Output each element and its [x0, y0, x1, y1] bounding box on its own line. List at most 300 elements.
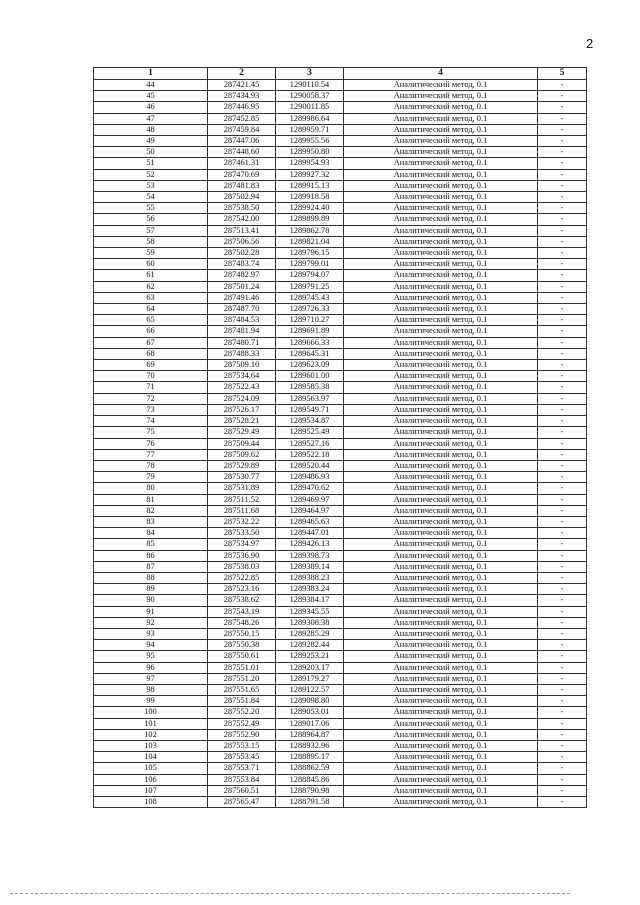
y-coordinate-cell: 1289585.38	[276, 382, 344, 393]
table-row	[94, 304, 587, 315]
point-number-cell: 62	[94, 281, 208, 292]
method-cell: Аналитический метод, 0.1	[344, 729, 538, 740]
method-cell: Аналитический метод, 0.1	[344, 752, 538, 763]
table-row	[94, 539, 587, 550]
x-coordinate-cell: 287553.71	[208, 763, 276, 774]
table-row	[94, 561, 587, 572]
method-cell: Аналитический метод, 0.1	[344, 483, 538, 494]
x-coordinate-cell: 287538.50	[208, 203, 276, 214]
point-number-cell: 78	[94, 460, 208, 471]
y-coordinate-cell: 1289601.00	[276, 371, 344, 382]
table-row	[94, 326, 587, 337]
y-coordinate-cell: 1289666.33	[276, 337, 344, 348]
note-cell: -	[538, 371, 587, 382]
method-cell: Аналитический метод, 0.1	[344, 628, 538, 639]
note-cell: -	[538, 550, 587, 561]
x-coordinate-cell: 287482.97	[208, 270, 276, 281]
table-row	[94, 158, 587, 169]
note-cell: -	[538, 640, 587, 651]
column-header: 2	[208, 68, 276, 80]
x-coordinate-cell: 287534.64	[208, 371, 276, 382]
point-number-cell: 96	[94, 662, 208, 673]
table-row	[94, 281, 587, 292]
table-row	[94, 169, 587, 180]
point-number-cell: 99	[94, 696, 208, 707]
y-coordinate-cell: 1289794.07	[276, 270, 344, 281]
note-cell: -	[538, 326, 587, 337]
x-coordinate-cell: 287509.10	[208, 360, 276, 371]
note-cell: -	[538, 483, 587, 494]
method-cell: Аналитический метод, 0.1	[344, 606, 538, 617]
y-coordinate-cell: 1290110.54	[276, 80, 344, 91]
table-row	[94, 292, 587, 303]
table-row	[94, 180, 587, 191]
point-number-cell: 55	[94, 203, 208, 214]
point-number-cell: 72	[94, 393, 208, 404]
method-cell: Аналитический метод, 0.1	[344, 113, 538, 124]
y-coordinate-cell: 1289017.06	[276, 718, 344, 729]
method-cell: Аналитический метод, 0.1	[344, 774, 538, 785]
note-cell: -	[538, 752, 587, 763]
point-number-cell: 64	[94, 304, 208, 315]
y-coordinate-cell: 1289308.38	[276, 617, 344, 628]
x-coordinate-cell: 287511.52	[208, 494, 276, 505]
y-coordinate-cell: 1289950.80	[276, 147, 344, 158]
point-number-cell: 45	[94, 91, 208, 102]
column-header: 1	[94, 68, 208, 80]
y-coordinate-cell: 1289924.40	[276, 203, 344, 214]
y-coordinate-cell: 1289862.78	[276, 225, 344, 236]
x-coordinate-cell: 287481.94	[208, 326, 276, 337]
note-cell: -	[538, 696, 587, 707]
method-cell: Аналитический метод, 0.1	[344, 281, 538, 292]
x-coordinate-cell: 287502.28	[208, 248, 276, 259]
x-coordinate-cell: 287550.15	[208, 628, 276, 639]
point-number-cell: 57	[94, 225, 208, 236]
note-cell: -	[538, 505, 587, 516]
point-number-cell: 103	[94, 740, 208, 751]
x-coordinate-cell: 287480.71	[208, 337, 276, 348]
note-cell: -	[538, 281, 587, 292]
table-row	[94, 315, 587, 326]
point-number-cell: 65	[94, 315, 208, 326]
method-cell: Аналитический метод, 0.1	[344, 584, 538, 595]
note-cell: -	[538, 337, 587, 348]
x-coordinate-cell: 287526.17	[208, 404, 276, 415]
method-cell: Аналитический метод, 0.1	[344, 348, 538, 359]
table-row	[94, 617, 587, 628]
method-cell: Аналитический метод, 0.1	[344, 460, 538, 471]
table-row	[94, 595, 587, 606]
table-row	[94, 102, 587, 113]
y-coordinate-cell: 1289525.49	[276, 427, 344, 438]
y-coordinate-cell: 1290058.37	[276, 91, 344, 102]
table-row	[94, 393, 587, 404]
table-row	[94, 192, 587, 203]
point-number-cell: 106	[94, 774, 208, 785]
point-number-cell: 76	[94, 438, 208, 449]
x-coordinate-cell: 287483.74	[208, 259, 276, 270]
point-number-cell: 73	[94, 404, 208, 415]
method-cell: Аналитический метод, 0.1	[344, 472, 538, 483]
method-cell: Аналитический метод, 0.1	[344, 180, 538, 191]
note-cell: -	[538, 102, 587, 113]
y-coordinate-cell: 1289645.31	[276, 348, 344, 359]
method-cell: Аналитический метод, 0.1	[344, 136, 538, 147]
table-row	[94, 203, 587, 214]
note-cell: -	[538, 416, 587, 427]
table-header-row	[94, 68, 587, 80]
y-coordinate-cell: 1288964.87	[276, 729, 344, 740]
x-coordinate-cell: 287531.89	[208, 483, 276, 494]
column-header: 3	[276, 68, 344, 80]
point-number-cell: 80	[94, 483, 208, 494]
note-cell: -	[538, 740, 587, 751]
x-coordinate-cell: 287506.56	[208, 236, 276, 247]
y-coordinate-cell: 1288862.59	[276, 763, 344, 774]
point-number-cell: 50	[94, 147, 208, 158]
x-coordinate-cell: 287481.83	[208, 180, 276, 191]
point-number-cell: 71	[94, 382, 208, 393]
method-cell: Аналитический метод, 0.1	[344, 270, 538, 281]
method-cell: Аналитический метод, 0.1	[344, 102, 538, 113]
y-coordinate-cell: 1289915.13	[276, 180, 344, 191]
table-row	[94, 550, 587, 561]
table-row	[94, 505, 587, 516]
x-coordinate-cell: 287502.94	[208, 192, 276, 203]
y-coordinate-cell: 1289465.63	[276, 516, 344, 527]
table-row	[94, 628, 587, 639]
x-coordinate-cell: 287529.49	[208, 427, 276, 438]
table-row	[94, 91, 587, 102]
table-row	[94, 516, 587, 527]
table-row	[94, 752, 587, 763]
y-coordinate-cell: 1288895.17	[276, 752, 344, 763]
y-coordinate-cell: 1288845.86	[276, 774, 344, 785]
point-number-cell: 49	[94, 136, 208, 147]
y-coordinate-cell: 1289726.33	[276, 304, 344, 315]
point-number-cell: 56	[94, 214, 208, 225]
point-number-cell: 90	[94, 595, 208, 606]
x-coordinate-cell: 287550.38	[208, 640, 276, 651]
note-cell: -	[538, 315, 587, 326]
note-cell: -	[538, 528, 587, 539]
coordinates-table	[93, 67, 587, 808]
point-number-cell: 83	[94, 516, 208, 527]
note-cell: -	[538, 718, 587, 729]
method-cell: Аналитический метод, 0.1	[344, 169, 538, 180]
table-row	[94, 124, 587, 135]
y-coordinate-cell: 1289520.44	[276, 460, 344, 471]
method-cell: Аналитический метод, 0.1	[344, 292, 538, 303]
method-cell: Аналитический метод, 0.1	[344, 718, 538, 729]
table-row	[94, 225, 587, 236]
x-coordinate-cell: 287543.19	[208, 606, 276, 617]
x-coordinate-cell: 287560.51	[208, 785, 276, 796]
table-row	[94, 136, 587, 147]
method-cell: Аналитический метод, 0.1	[344, 494, 538, 505]
point-number-cell: 53	[94, 180, 208, 191]
note-cell: -	[538, 797, 587, 808]
method-cell: Аналитический метод, 0.1	[344, 449, 538, 460]
note-cell: -	[538, 225, 587, 236]
table-row	[94, 438, 587, 449]
y-coordinate-cell: 1289691.89	[276, 326, 344, 337]
method-cell: Аналитический метод, 0.1	[344, 203, 538, 214]
x-coordinate-cell: 287434.93	[208, 91, 276, 102]
note-cell: -	[538, 785, 587, 796]
method-cell: Аналитический метод, 0.1	[344, 225, 538, 236]
y-coordinate-cell: 1289791.25	[276, 281, 344, 292]
method-cell: Аналитический метод, 0.1	[344, 516, 538, 527]
y-coordinate-cell: 1289426.13	[276, 539, 344, 550]
x-coordinate-cell: 287421.45	[208, 80, 276, 91]
x-coordinate-cell: 287522.43	[208, 382, 276, 393]
table-row	[94, 797, 587, 808]
table-row	[94, 236, 587, 247]
x-coordinate-cell: 287548.26	[208, 617, 276, 628]
table-row	[94, 606, 587, 617]
x-coordinate-cell: 287534.97	[208, 539, 276, 550]
method-cell: Аналитический метод, 0.1	[344, 696, 538, 707]
point-number-cell: 101	[94, 718, 208, 729]
note-cell: -	[538, 539, 587, 550]
x-coordinate-cell: 287446.95	[208, 102, 276, 113]
x-coordinate-cell: 287538.62	[208, 595, 276, 606]
column-header: 5	[538, 68, 587, 80]
y-coordinate-cell: 1288932.96	[276, 740, 344, 751]
point-number-cell: 63	[94, 292, 208, 303]
table-row	[94, 113, 587, 124]
y-coordinate-cell: 1289955.56	[276, 136, 344, 147]
note-cell: -	[538, 662, 587, 673]
note-cell: -	[538, 292, 587, 303]
table-row	[94, 259, 587, 270]
table-row	[94, 707, 587, 718]
y-coordinate-cell: 1288791.58	[276, 797, 344, 808]
y-coordinate-cell: 1289821.04	[276, 236, 344, 247]
x-coordinate-cell: 287461.31	[208, 158, 276, 169]
note-cell: -	[538, 113, 587, 124]
method-cell: Аналитический метод, 0.1	[344, 561, 538, 572]
y-coordinate-cell: 1289927.32	[276, 169, 344, 180]
x-coordinate-cell: 287528.21	[208, 416, 276, 427]
x-coordinate-cell: 287532.22	[208, 516, 276, 527]
point-number-cell: 61	[94, 270, 208, 281]
table-row	[94, 416, 587, 427]
table-row	[94, 337, 587, 348]
table-row	[94, 460, 587, 471]
page-number: 2	[586, 36, 594, 51]
x-coordinate-cell: 287553.45	[208, 752, 276, 763]
table-row	[94, 684, 587, 695]
note-cell: -	[538, 584, 587, 595]
note-cell: -	[538, 382, 587, 393]
x-coordinate-cell: 287533.50	[208, 528, 276, 539]
note-cell: -	[538, 393, 587, 404]
y-coordinate-cell: 1289918.58	[276, 192, 344, 203]
x-coordinate-cell: 287530.77	[208, 472, 276, 483]
note-cell: -	[538, 472, 587, 483]
y-coordinate-cell: 1289098.80	[276, 696, 344, 707]
table-row	[94, 528, 587, 539]
note-cell: -	[538, 147, 587, 158]
table-body	[94, 80, 587, 808]
note-cell: -	[538, 270, 587, 281]
table-row	[94, 673, 587, 684]
y-coordinate-cell: 1289203.17	[276, 662, 344, 673]
method-cell: Аналитический метод, 0.1	[344, 785, 538, 796]
note-cell: -	[538, 516, 587, 527]
point-number-cell: 102	[94, 729, 208, 740]
y-coordinate-cell: 1289383.24	[276, 584, 344, 595]
table-row	[94, 371, 587, 382]
x-coordinate-cell: 287553.84	[208, 774, 276, 785]
method-cell: Аналитический метод, 0.1	[344, 382, 538, 393]
y-coordinate-cell: 1289623.09	[276, 360, 344, 371]
point-number-cell: 60	[94, 259, 208, 270]
note-cell: -	[538, 203, 587, 214]
point-number-cell: 69	[94, 360, 208, 371]
table-row	[94, 584, 587, 595]
note-cell: -	[538, 438, 587, 449]
point-number-cell: 93	[94, 628, 208, 639]
point-number-cell: 98	[94, 684, 208, 695]
method-cell: Аналитический метод, 0.1	[344, 572, 538, 583]
x-coordinate-cell: 287565.47	[208, 797, 276, 808]
table-row	[94, 763, 587, 774]
x-coordinate-cell: 287551.01	[208, 662, 276, 673]
x-coordinate-cell: 287550.61	[208, 651, 276, 662]
method-cell: Аналитический метод, 0.1	[344, 438, 538, 449]
x-coordinate-cell: 287538.03	[208, 561, 276, 572]
point-number-cell: 84	[94, 528, 208, 539]
x-coordinate-cell: 287447.06	[208, 136, 276, 147]
footer-divider	[10, 893, 570, 894]
note-cell: -	[538, 449, 587, 460]
method-cell: Аналитический метод, 0.1	[344, 595, 538, 606]
x-coordinate-cell: 287452.85	[208, 113, 276, 124]
table-row	[94, 214, 587, 225]
x-coordinate-cell: 287523.16	[208, 584, 276, 595]
y-coordinate-cell: 1289464.97	[276, 505, 344, 516]
point-number-cell: 48	[94, 124, 208, 135]
method-cell: Аналитический метод, 0.1	[344, 360, 538, 371]
note-cell: -	[538, 136, 587, 147]
table-row	[94, 640, 587, 651]
table-row	[94, 740, 587, 751]
y-coordinate-cell: 1289549.71	[276, 404, 344, 415]
point-number-cell: 108	[94, 797, 208, 808]
point-number-cell: 44	[94, 80, 208, 91]
point-number-cell: 77	[94, 449, 208, 460]
y-coordinate-cell: 1289398.73	[276, 550, 344, 561]
note-cell: -	[538, 236, 587, 247]
table-row	[94, 382, 587, 393]
method-cell: Аналитический метод, 0.1	[344, 539, 538, 550]
y-coordinate-cell: 1289563.97	[276, 393, 344, 404]
note-cell: -	[538, 707, 587, 718]
method-cell: Аналитический метод, 0.1	[344, 662, 538, 673]
x-coordinate-cell: 287459.84	[208, 124, 276, 135]
point-number-cell: 88	[94, 572, 208, 583]
x-coordinate-cell: 287509.62	[208, 449, 276, 460]
method-cell: Аналитический метод, 0.1	[344, 617, 538, 628]
y-coordinate-cell: 1289486.93	[276, 472, 344, 483]
note-cell: -	[538, 214, 587, 225]
method-cell: Аналитический метод, 0.1	[344, 673, 538, 684]
x-coordinate-cell: 287470.69	[208, 169, 276, 180]
x-coordinate-cell: 287522.85	[208, 572, 276, 583]
y-coordinate-cell: 1289522.18	[276, 449, 344, 460]
point-number-cell: 51	[94, 158, 208, 169]
method-cell: Аналитический метод, 0.1	[344, 236, 538, 247]
note-cell: -	[538, 304, 587, 315]
y-coordinate-cell: 1289282.44	[276, 640, 344, 651]
x-coordinate-cell: 287487.70	[208, 304, 276, 315]
y-coordinate-cell: 1289053.01	[276, 707, 344, 718]
point-number-cell: 87	[94, 561, 208, 572]
point-number-cell: 81	[94, 494, 208, 505]
point-number-cell: 105	[94, 763, 208, 774]
point-number-cell: 52	[94, 169, 208, 180]
y-coordinate-cell: 1289388.23	[276, 572, 344, 583]
y-coordinate-cell: 1289986.64	[276, 113, 344, 124]
table-row	[94, 80, 587, 91]
point-number-cell: 70	[94, 371, 208, 382]
note-cell: -	[538, 91, 587, 102]
y-coordinate-cell: 1289470.62	[276, 483, 344, 494]
method-cell: Аналитический метод, 0.1	[344, 640, 538, 651]
note-cell: -	[538, 673, 587, 684]
method-cell: Аналитический метод, 0.1	[344, 80, 538, 91]
point-number-cell: 54	[94, 192, 208, 203]
note-cell: -	[538, 617, 587, 628]
method-cell: Аналитический метод, 0.1	[344, 315, 538, 326]
note-cell: -	[538, 80, 587, 91]
table-row	[94, 348, 587, 359]
table-row	[94, 483, 587, 494]
note-cell: -	[538, 774, 587, 785]
table-row	[94, 696, 587, 707]
point-number-cell: 94	[94, 640, 208, 651]
point-number-cell: 86	[94, 550, 208, 561]
point-number-cell: 68	[94, 348, 208, 359]
method-cell: Аналитический метод, 0.1	[344, 124, 538, 135]
x-coordinate-cell: 287511.68	[208, 505, 276, 516]
x-coordinate-cell: 287524.09	[208, 393, 276, 404]
table-row	[94, 472, 587, 483]
point-number-cell: 92	[94, 617, 208, 628]
y-coordinate-cell: 1289954.93	[276, 158, 344, 169]
x-coordinate-cell: 287484.53	[208, 315, 276, 326]
note-cell: -	[538, 404, 587, 415]
y-coordinate-cell: 1289959.71	[276, 124, 344, 135]
method-cell: Аналитический метод, 0.1	[344, 326, 538, 337]
method-cell: Аналитический метод, 0.1	[344, 427, 538, 438]
table-row	[94, 147, 587, 158]
y-coordinate-cell: 1289384.17	[276, 595, 344, 606]
note-cell: -	[538, 561, 587, 572]
x-coordinate-cell: 287513.41	[208, 225, 276, 236]
method-cell: Аналитический метод, 0.1	[344, 192, 538, 203]
note-cell: -	[538, 595, 587, 606]
note-cell: -	[538, 360, 587, 371]
point-number-cell: 74	[94, 416, 208, 427]
point-number-cell: 79	[94, 472, 208, 483]
y-coordinate-cell: 1289745.43	[276, 292, 344, 303]
point-number-cell: 47	[94, 113, 208, 124]
